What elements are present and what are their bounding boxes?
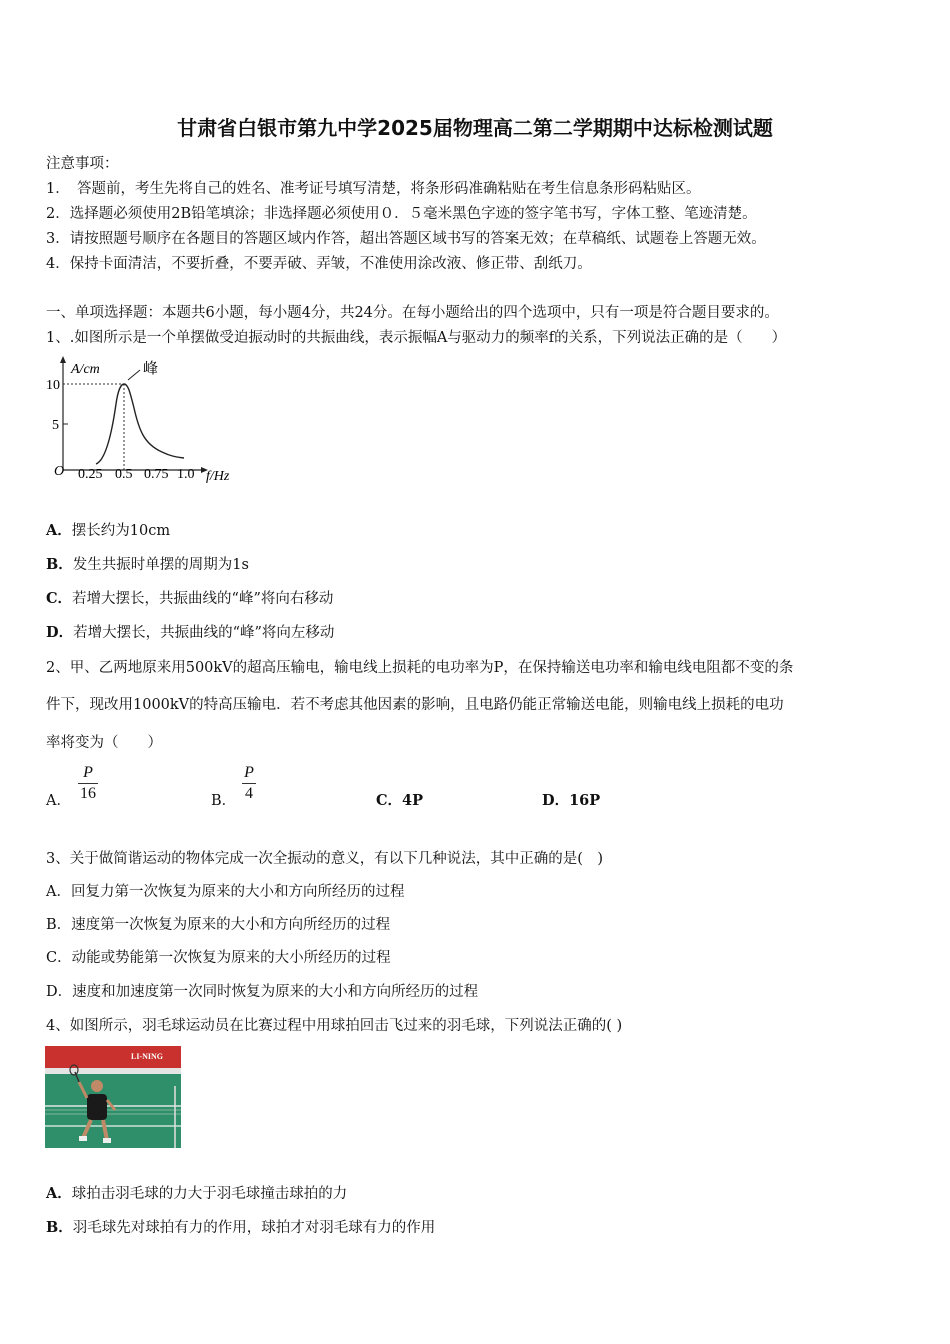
q4-option-b: B．羽毛球先对球拍有力的作用，球拍才对羽毛球有力的作用 <box>46 1219 436 1236</box>
q2-option-c: C．4P <box>376 792 424 809</box>
x-tick-label: 0.75 <box>144 467 169 482</box>
notice-item: 1． 答题前，考生先将自己的姓名、准考证号填写清楚，将条形码准确粘贴在考生信息条形码粘贴区。 <box>46 181 701 197</box>
q2-option-b-label: B． <box>211 793 237 809</box>
q2-option-d: D．16P <box>542 792 601 809</box>
section-heading: 一、单项选择题：本题共6小题，每小题4分，共24分。在每小题给出的四个选项中，只有一项是符合题目要求的。 <box>46 305 779 321</box>
badminton-player-photo <box>45 1046 181 1148</box>
q2-option-a-label: A． <box>46 793 71 809</box>
q3-option-b: B．速度第一次恢复为原来的大小和方向所经历的过程 <box>46 917 391 933</box>
q1-option-d: D．若增大摆长，共振曲线的“峰”将向左移动 <box>46 624 335 641</box>
notice-heading: 注意事项： <box>46 156 119 172</box>
question-3-stem: 3、关于做简谐运动的物体完成一次全振动的意义，有以下几种说法，其中正确的是( ) <box>46 851 604 867</box>
x-axis-label: f/Hz <box>206 469 230 484</box>
notice-item: 3．请按照题号顺序在各题目的答题区域内作答，超出答题区域书写的答案无效；在草稿纸、试题卷上答题无效。 <box>46 231 766 247</box>
y-tick-label: 5 <box>52 418 59 433</box>
q3-option-c: C．动能或势能第一次恢复为原来的大小所经历的过程 <box>46 950 391 966</box>
resonance-curve-figure <box>44 352 244 490</box>
y-axis-label: A/cm <box>71 362 100 377</box>
banner-text: LI-NING <box>131 1052 164 1061</box>
y-tick-label: 10 <box>46 378 60 393</box>
question-2-stem: 2、甲、乙两地原来用500kV的超高压输电，输电线上损耗的电功率为P，在保持输送电功率和输电线电阻都不变的条 <box>46 660 794 676</box>
question-1-stem: 1、.如图所示是一个单摆做受迫振动时的共振曲线，表示振幅A与驱动力的频率f的关系，下列说法正确的是（ ） <box>46 330 787 346</box>
origin-label: O <box>54 464 65 479</box>
page-title: 甘肃省白银市第九中学2025届物理高二第二学期期中达标检测试题 <box>177 116 773 140</box>
notice-item: 4．保持卡面清洁，不要折叠，不要弄破、弄皱，不准使用涂改液、修正带、刮纸刀。 <box>46 256 592 272</box>
x-tick-label: 0.5 <box>115 467 133 482</box>
q2-option-a-fraction: P 16 <box>80 764 96 802</box>
q1-option-a: A．摆长约为10cm <box>46 522 171 539</box>
x-tick-label: 0.25 <box>78 467 103 482</box>
q1-option-c: C．若增大摆长，共振曲线的“峰”将向右移动 <box>46 590 334 607</box>
question-4-stem: 4、如图所示，羽毛球运动员在比赛过程中用球拍回击飞过来的羽毛球，下列说法正确的( ) <box>46 1018 623 1034</box>
question-2-stem: 率将变为（ ） <box>46 735 162 751</box>
q1-option-b: B．发生共振时单摆的周期为1s <box>46 556 249 573</box>
q3-option-d: D．速度和加速度第一次同时恢复为原来的大小和方向所经历的过程 <box>46 984 479 1000</box>
q3-option-a: A．回复力第一次恢复为原来的大小和方向所经历的过程 <box>46 884 405 900</box>
notice-item: 2．选择题必须使用2B铅笔填涂；非选择题必须使用０．５毫米黑色字迹的签字笔书写，字体工整、笔迹清楚。 <box>46 206 757 222</box>
question-2-stem: 件下，现改用1000kV的特高压输电．若不考虑其他因素的影响，且电路仍能正常输送电能，则输电线上损耗的电功 <box>46 697 784 713</box>
x-tick-label: 1.0 <box>177 467 195 482</box>
q2-option-b-fraction: P 4 <box>240 763 258 804</box>
peak-label: 峰 <box>143 361 159 377</box>
q4-option-a: A．球拍击羽毛球的力大于羽毛球撞击球拍的力 <box>46 1185 348 1202</box>
